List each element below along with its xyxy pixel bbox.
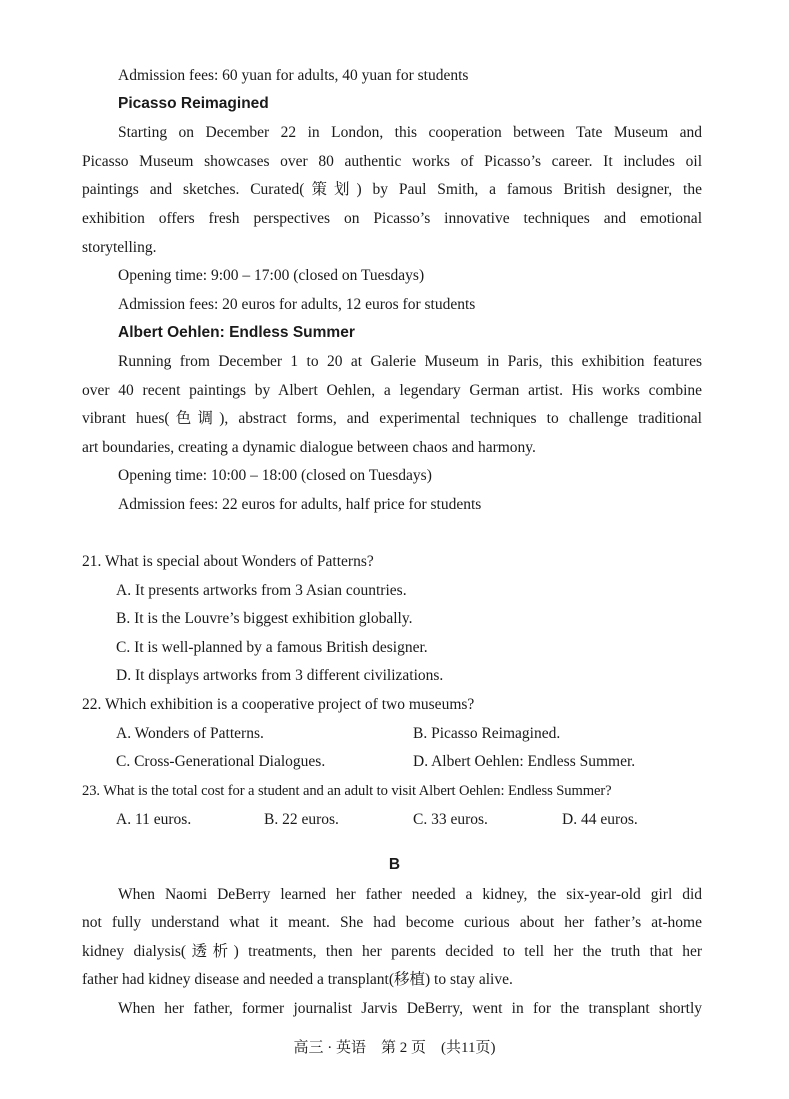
section-b-paragraph-line: When Naomi DeBerry learned her father needed a kidney, the six-year-old girl did [118,886,702,903]
picasso-paragraph-line: paintings and sketches. Curated(策划) by Paul Smith, a famous British designer, the [82,181,702,198]
question-21-option-c: C. It is well-planned by a famous British designer. [116,639,428,656]
question-23-stem: 23. What is the total cost for a student and an adult to visit Albert Oehlen: Endless Summer? [82,783,612,799]
question-22-option-c: C. Cross-Generational Dialogues. [116,753,326,770]
page-footer: 高三 · 英语 第 2 页 (共11页) [293,1040,496,1056]
question-22-option-b: B. Picasso Reimagined. [413,725,561,742]
question-23-option-a: A. 11 euros. [116,811,192,828]
question-22-stem: 22. Which exhibition is a cooperative project of two museums? [82,696,475,713]
picasso-paragraph-line: Picasso Museum showcases over 80 authentic works of Picasso’s career. It includes oil [82,153,702,170]
question-22-option-a: A. Wonders of Patterns. [116,725,264,742]
intro-admission-fees: Admission fees: 60 yuan for adults, 40 yuan for students [118,67,469,84]
question-21-option-d: D. It displays artworks from 3 different civilizations. [116,667,444,684]
question-23-option-d: D. 44 euros. [562,811,638,828]
picasso-opening-time: Opening time: 9:00 – 17:00 (closed on Tuesdays) [118,267,425,284]
section-b-paragraph-line: When her father, former journalist Jarvis DeBerry, went in for the transplant shortly [118,1000,702,1017]
picasso-paragraph-line: Starting on December 22 in London, this cooperation between Tate Museum and [118,124,702,141]
oehlen-heading: Albert Oehlen: Endless Summer [118,324,355,341]
picasso-paragraph-line: exhibition offers fresh perspectives on Picasso’s innovative techniques and emotional [82,210,702,227]
question-21-option-b: B. It is the Louvre’s biggest exhibition globally. [116,610,413,627]
oehlen-admission-fees: Admission fees: 22 euros for adults, half price for students [118,496,482,513]
section-b-paragraph-line: kidney dialysis(透析) treatments, then her parents decided to tell her the truth that her [82,943,702,960]
question-21-option-a: A. It presents artworks from 3 Asian countries. [116,582,407,599]
oehlen-paragraph-line: Running from December 1 to 20 at Galerie Museum in Paris, this exhibition features [118,353,702,370]
section-b-paragraph-line: father had kidney disease and needed a transplant(移植) to stay alive. [82,971,513,988]
question-21-stem: 21. What is special about Wonders of Patterns? [82,553,374,570]
oehlen-paragraph-line: vibrant hues(色调), abstract forms, and experimental techniques to challenge traditional [82,410,702,427]
oehlen-opening-time: Opening time: 10:00 – 18:00 (closed on Tuesdays) [118,467,432,484]
picasso-heading: Picasso Reimagined [118,95,269,112]
question-23-option-b: B. 22 euros. [264,811,339,828]
oehlen-paragraph-line: art boundaries, creating a dynamic dialogue between chaos and harmony. [82,439,536,456]
section-b-paragraph-line: not fully understand what it meant. She had become curious about her father’s at-home [82,914,702,931]
section-b-label: B [388,856,401,873]
question-23-option-c: C. 33 euros. [413,811,488,828]
question-22-option-d: D. Albert Oehlen: Endless Summer. [413,753,636,770]
picasso-admission-fees: Admission fees: 20 euros for adults, 12 euros for students [118,296,476,313]
picasso-paragraph-line: storytelling. [82,239,157,256]
oehlen-paragraph-line: over 40 recent paintings by Albert Oehlen, a legendary German artist. His works combine [82,382,702,399]
